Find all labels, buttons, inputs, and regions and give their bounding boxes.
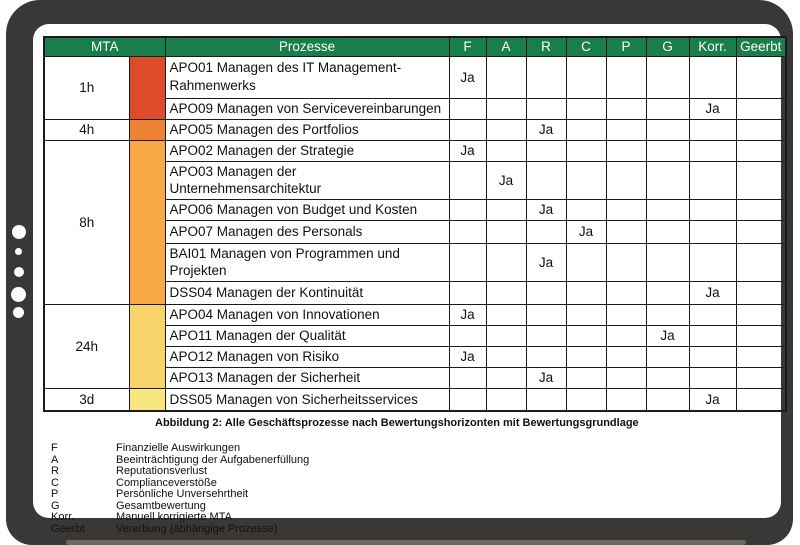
mark-cell	[566, 140, 606, 161]
mark-cell	[646, 243, 689, 281]
legend-key: Geerbt	[51, 522, 85, 535]
table-row	[44, 304, 786, 325]
mark-cell	[646, 281, 689, 304]
legend-label: Beeinträchtigung der Aufgabenerfüllung	[116, 453, 310, 466]
mark-cell	[736, 140, 786, 161]
mark-cell	[689, 325, 736, 346]
mark-cell	[486, 199, 526, 220]
mark-cell-ja: Ja	[526, 243, 566, 281]
mark-cell	[736, 243, 786, 281]
mark-cell-ja: Ja	[646, 325, 689, 346]
mark-cell	[606, 243, 646, 281]
mark-cell	[646, 367, 689, 388]
legend-key: F	[51, 442, 58, 455]
mark-cell	[449, 367, 486, 388]
mark-cell	[606, 367, 646, 388]
process-cell: APO01 Managen des IT Management-Rahmenwerks	[165, 56, 449, 98]
legend	[43, 443, 771, 535]
process-cell: APO13 Managen der Sicherheit	[165, 367, 449, 388]
legend-label: Finanzielle Auswirkungen	[116, 442, 241, 455]
mark-cell	[689, 220, 736, 243]
mark-cell	[689, 304, 736, 325]
mta-cell: 3d	[44, 388, 129, 411]
figure-content	[33, 24, 781, 535]
mark-cell	[689, 119, 736, 140]
mark-cell-ja: Ja	[689, 388, 736, 411]
mark-cell	[606, 388, 646, 411]
mark-cell-ja: Ja	[486, 161, 526, 199]
legend-key: C	[51, 476, 59, 489]
mark-cell	[486, 243, 526, 281]
mark-cell	[526, 325, 566, 346]
mark-cell	[736, 199, 786, 220]
process-cell: DSS05 Managen von Sicherheitsservices	[165, 388, 449, 411]
mark-cell	[689, 367, 736, 388]
process-cell: DSS04 Managen der Kontinuität	[165, 281, 449, 304]
process-cell: APO04 Managen von Innovationen	[165, 304, 449, 325]
mark-cell-ja: Ja	[689, 281, 736, 304]
mark-cell	[606, 98, 646, 119]
legend-label: Gesamtbewertung	[116, 499, 206, 512]
mark-cell	[486, 98, 526, 119]
mark-cell	[526, 281, 566, 304]
mark-cell	[646, 161, 689, 199]
mark-cell	[566, 325, 606, 346]
legend-label: Vererbung (äbhängige Prozesse)	[116, 522, 278, 535]
header-cell-f: F	[449, 37, 486, 56]
header-cell-r: R	[526, 37, 566, 56]
mark-cell	[566, 199, 606, 220]
color-swatch-cell	[129, 304, 165, 388]
mark-cell	[646, 220, 689, 243]
legend-key: P	[51, 488, 59, 501]
mark-cell	[486, 119, 526, 140]
mark-cell	[449, 98, 486, 119]
mark-cell	[736, 220, 786, 243]
mark-cell	[449, 388, 486, 411]
assessment-table	[43, 36, 787, 412]
process-cell: APO02 Managen der Strategie	[165, 140, 449, 161]
header-cell-p: P	[606, 37, 646, 56]
mark-cell	[566, 98, 606, 119]
mark-cell	[736, 367, 786, 388]
mark-cell	[566, 161, 606, 199]
table-row	[44, 119, 786, 140]
mark-cell	[606, 220, 646, 243]
mark-cell	[526, 161, 566, 199]
mark-cell	[606, 140, 646, 161]
header-cell-a: A	[486, 37, 526, 56]
mark-cell	[736, 346, 786, 367]
legend-key: G	[51, 499, 60, 512]
mark-cell	[689, 140, 736, 161]
mark-cell	[606, 304, 646, 325]
mark-cell	[526, 220, 566, 243]
mark-cell	[606, 325, 646, 346]
mark-cell	[606, 346, 646, 367]
device-frame	[6, 0, 793, 545]
mark-cell	[566, 388, 606, 411]
mark-cell	[736, 161, 786, 199]
mark-cell	[486, 367, 526, 388]
mark-cell	[526, 98, 566, 119]
header-cell-g: G	[646, 37, 689, 56]
device-screen	[33, 24, 782, 535]
mark-cell	[526, 56, 566, 98]
mark-cell	[526, 346, 566, 367]
mark-cell	[736, 281, 786, 304]
mark-cell	[566, 119, 606, 140]
process-cell: APO07 Managen des Personals	[165, 220, 449, 243]
table-row	[44, 56, 786, 98]
mta-cell: 1h	[44, 56, 129, 119]
mark-cell	[526, 388, 566, 411]
legend-row	[51, 466, 771, 478]
process-cell: APO11 Managen der Qualität	[165, 325, 449, 346]
mark-cell	[486, 220, 526, 243]
frame-dot	[15, 248, 22, 255]
mark-cell	[486, 346, 526, 367]
legend-row	[51, 489, 771, 501]
mta-cell: 8h	[44, 140, 129, 304]
mark-cell	[736, 98, 786, 119]
process-cell: APO06 Managen von Budget und Kosten	[165, 199, 449, 220]
mark-cell	[736, 325, 786, 346]
mark-cell	[646, 304, 689, 325]
legend-key: A	[51, 453, 59, 466]
frame-dot	[14, 267, 24, 277]
mark-cell	[486, 281, 526, 304]
mark-cell	[486, 56, 526, 98]
mark-cell	[646, 388, 689, 411]
mark-cell	[646, 346, 689, 367]
mark-cell	[566, 56, 606, 98]
color-swatch-cell	[129, 119, 165, 140]
mark-cell	[566, 367, 606, 388]
header-cell-korr: Korr.	[689, 37, 736, 56]
table-body	[44, 56, 786, 411]
mark-cell	[689, 199, 736, 220]
mark-cell	[566, 346, 606, 367]
mark-cell-ja: Ja	[526, 199, 566, 220]
process-cell: APO05 Managen des Portfolios	[165, 119, 449, 140]
header-row	[44, 37, 786, 56]
table-row	[44, 388, 786, 411]
mark-cell-ja: Ja	[449, 346, 486, 367]
mark-cell	[566, 243, 606, 281]
legend-row	[51, 524, 771, 536]
mark-cell	[646, 199, 689, 220]
mark-cell	[736, 56, 786, 98]
mark-cell	[526, 140, 566, 161]
legend-label: Reputationsverlust	[116, 465, 208, 478]
process-cell: APO03 Managen der Unternehmensarchitektur	[165, 161, 449, 199]
mark-cell-ja: Ja	[526, 367, 566, 388]
mark-cell	[526, 304, 566, 325]
mark-cell	[646, 98, 689, 119]
legend-row	[51, 512, 771, 524]
legend-key: Korr.	[51, 511, 75, 524]
process-cell: APO12 Managen von Risiko	[165, 346, 449, 367]
mark-cell	[486, 325, 526, 346]
table-header	[44, 37, 786, 56]
mark-cell	[606, 119, 646, 140]
legend-key: R	[51, 465, 59, 478]
mark-cell	[606, 281, 646, 304]
table-row	[44, 140, 786, 161]
mark-cell	[486, 140, 526, 161]
legend-row	[51, 443, 771, 455]
legend-label: Complianceverstöße	[116, 476, 217, 489]
header-cell-c: C	[566, 37, 606, 56]
mark-cell	[646, 119, 689, 140]
color-swatch-cell	[129, 56, 165, 119]
figure-caption: Abbildung 2: Alle Geschäftsprozesse nach Bewertungshorizonten mit Bewertungsgrundlage	[155, 417, 639, 430]
mark-cell	[606, 56, 646, 98]
color-swatch-cell	[129, 140, 165, 304]
mark-cell-ja: Ja	[566, 220, 606, 243]
frame-base-edge	[66, 540, 746, 545]
mark-cell	[449, 161, 486, 199]
legend-label: Manuell korrigierte MTA	[116, 511, 232, 524]
mark-cell	[566, 281, 606, 304]
color-swatch-cell	[129, 388, 165, 411]
mark-cell	[736, 304, 786, 325]
mark-cell	[449, 199, 486, 220]
legend-label: Persönliche Unversehrtheit	[116, 488, 249, 501]
mark-cell-ja: Ja	[689, 98, 736, 119]
header-cell-prozesse: Prozesse	[165, 37, 449, 56]
header-cell-geerbt: Geerbt	[736, 37, 786, 56]
mark-cell	[566, 304, 606, 325]
mark-cell	[486, 388, 526, 411]
mark-cell	[606, 161, 646, 199]
mark-cell	[736, 119, 786, 140]
mark-cell	[646, 56, 689, 98]
mark-cell	[689, 56, 736, 98]
mta-cell: 4h	[44, 119, 129, 140]
mark-cell	[689, 243, 736, 281]
process-cell: APO09 Managen von Servicevereinbarungen	[165, 98, 449, 119]
mta-cell: 24h	[44, 304, 129, 388]
mark-cell	[486, 304, 526, 325]
mark-cell	[449, 281, 486, 304]
mark-cell	[736, 388, 786, 411]
mark-cell-ja: Ja	[449, 56, 486, 98]
process-cell: BAI01 Managen von Programmen und Projekten	[165, 243, 449, 281]
header-cell-mta: MTA	[44, 37, 165, 56]
mark-cell-ja: Ja	[449, 304, 486, 325]
mark-cell	[646, 140, 689, 161]
mark-cell	[449, 325, 486, 346]
frame-dot	[13, 307, 24, 318]
mark-cell	[449, 243, 486, 281]
mark-cell	[689, 161, 736, 199]
mark-cell-ja: Ja	[449, 140, 486, 161]
mark-cell-ja: Ja	[526, 119, 566, 140]
mark-cell	[689, 346, 736, 367]
mark-cell	[449, 220, 486, 243]
mark-cell	[449, 119, 486, 140]
frame-dot	[12, 225, 26, 239]
frame-dot	[11, 287, 26, 302]
mark-cell	[606, 199, 646, 220]
